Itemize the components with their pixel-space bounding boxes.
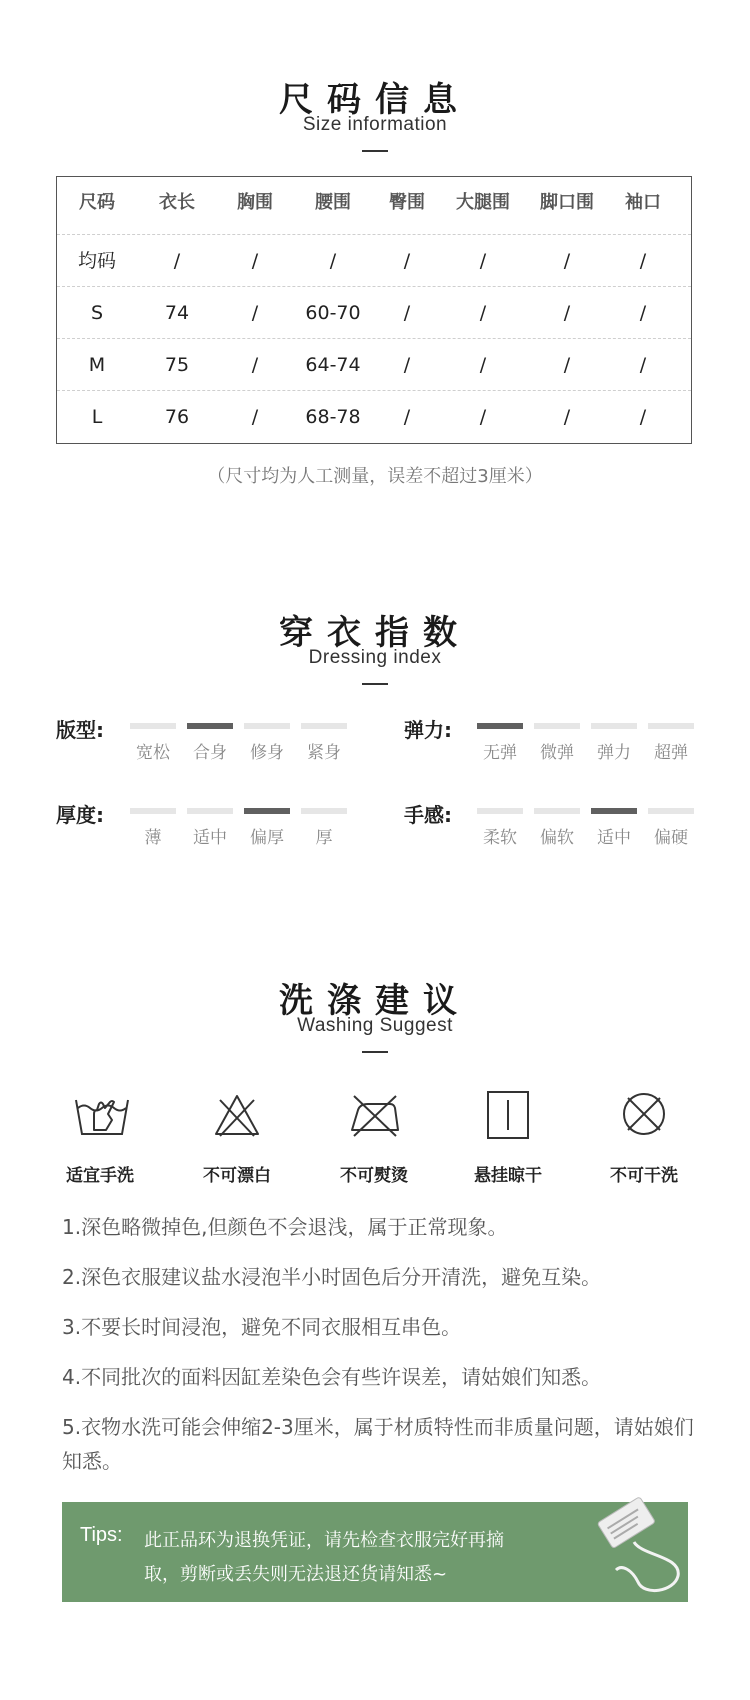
tips-text: 此正品环为退换凭证，请先检查衣服完好再摘 <box>144 1530 504 1551</box>
wash-label: 悬挂晾干 <box>474 1166 542 1186</box>
index-bar <box>648 723 694 729</box>
security-tag-icon <box>582 1490 686 1600</box>
table-cell: 74 <box>164 302 190 324</box>
tips-key: Tips: <box>80 1524 123 1546</box>
table-cell: 64-74 <box>305 354 361 376</box>
table-cell: / <box>251 302 259 324</box>
index-bar <box>591 723 637 729</box>
index-bar <box>534 723 580 729</box>
table-cell: 均码 <box>77 250 117 272</box>
index-option: 无弹 <box>483 743 517 763</box>
wash-tip: 4.不同批次的面料因缸差染色会有些许误差，请姑娘们知悉。 <box>62 1365 602 1389</box>
table-header-cell: 胸围 <box>237 192 273 213</box>
index-bar <box>477 808 523 814</box>
title-divider <box>362 683 388 685</box>
tips-banner <box>62 1502 688 1602</box>
index-option: 适中 <box>193 828 227 848</box>
index-bar <box>187 808 233 814</box>
index-option: 超弹 <box>654 743 688 763</box>
tips-text: 取，剪断或丢失则无法退还货请知悉~ <box>144 1564 448 1585</box>
wash-tip: 3.不要长时间浸泡，避免不同衣服相互串色。 <box>62 1315 462 1339</box>
table-cell: 75 <box>164 354 190 376</box>
size-table <box>56 176 692 444</box>
table-cell: / <box>639 406 647 428</box>
title-divider <box>362 150 388 152</box>
index-option: 偏厚 <box>250 828 284 848</box>
index-option: 微弹 <box>540 743 574 763</box>
hand-feel-index-label: 手感: <box>404 803 452 827</box>
index-bar <box>244 723 290 729</box>
index-bar <box>648 808 694 814</box>
table-cell: / <box>563 302 571 324</box>
table-row <box>57 338 691 391</box>
hand-wash-icon <box>72 1090 132 1142</box>
thickness-index-label: 厚度: <box>56 803 104 827</box>
table-cell: / <box>251 250 259 272</box>
table-header-cell: 尺码 <box>79 192 115 213</box>
table-cell: / <box>639 302 647 324</box>
no-bleach-icon <box>212 1092 262 1138</box>
table-cell: / <box>639 354 647 376</box>
table-row <box>57 390 691 443</box>
index-option: 修身 <box>250 743 284 763</box>
table-header-cell: 臀围 <box>389 192 425 213</box>
wash-label: 不可漂白 <box>203 1166 271 1186</box>
index-option: 宽松 <box>136 743 170 763</box>
table-cell: L <box>91 406 103 428</box>
table-header-cell: 腰围 <box>315 192 351 213</box>
table-cell: / <box>479 302 487 324</box>
table-header-cell: 脚口围 <box>540 192 594 213</box>
index-bar <box>130 723 176 729</box>
table-cell: 60-70 <box>305 302 361 324</box>
index-bar <box>130 808 176 814</box>
index-option: 薄 <box>144 828 162 848</box>
table-header-cell: 袖口 <box>625 192 661 213</box>
table-cell: / <box>329 250 337 272</box>
table-cell: / <box>403 354 411 376</box>
size-section-subtitle: Size information <box>302 114 448 135</box>
table-cell: / <box>403 302 411 324</box>
wash-tip: 2.深色衣服建议盐水浸泡半小时固色后分开清洗，避免互染。 <box>62 1265 602 1289</box>
index-bar <box>301 808 347 814</box>
index-bar-selected <box>477 723 523 729</box>
index-option: 合身 <box>193 743 227 763</box>
table-cell: M <box>88 354 106 376</box>
size-section-title: 尺码信息 <box>279 80 471 120</box>
table-cell: / <box>639 250 647 272</box>
table-row <box>57 234 691 287</box>
table-cell: / <box>251 406 259 428</box>
dressing-section-title: 穿衣指数 <box>279 613 471 653</box>
table-cell: S <box>90 302 104 324</box>
index-option: 厚 <box>315 828 333 848</box>
table-cell: / <box>479 354 487 376</box>
table-header-row <box>57 177 691 229</box>
table-cell: 68-78 <box>305 406 361 428</box>
index-bar-selected <box>591 808 637 814</box>
table-cell: / <box>251 354 259 376</box>
table-cell: 76 <box>164 406 190 428</box>
measurement-note: （尺寸均为人工测量，误差不超过3厘米） <box>207 466 543 487</box>
table-cell: / <box>403 406 411 428</box>
title-divider <box>362 1051 388 1053</box>
no-iron-icon <box>346 1092 402 1138</box>
table-cell: / <box>173 250 181 272</box>
table-cell: / <box>563 406 571 428</box>
index-bar <box>534 808 580 814</box>
wash-tip: 1.深色略微掉色,但颜色不会退浅，属于正常现象。 <box>62 1215 508 1239</box>
index-option: 偏硬 <box>654 828 688 848</box>
table-cell: / <box>563 354 571 376</box>
index-option: 偏软 <box>540 828 574 848</box>
elasticity-index-label: 弹力: <box>404 718 452 742</box>
no-dry-clean-icon <box>620 1090 668 1138</box>
dressing-section-subtitle: Dressing index <box>308 647 442 668</box>
table-cell: / <box>403 250 411 272</box>
wash-label: 适宜手洗 <box>66 1166 134 1186</box>
index-option: 柔软 <box>483 828 517 848</box>
table-row <box>57 286 691 339</box>
index-bar <box>301 723 347 729</box>
wash-label: 不可熨烫 <box>340 1166 408 1186</box>
table-cell: / <box>479 250 487 272</box>
table-cell: / <box>563 250 571 272</box>
index-option: 弹力 <box>597 743 631 763</box>
washing-section-title: 洗涤建议 <box>279 981 471 1021</box>
wash-tip: 5.衣物水洗可能会伸缩2-3厘米，属于材质特性而非质量问题，请姑娘们知悉。 <box>62 1415 694 1473</box>
table-header-cell: 衣长 <box>159 192 195 213</box>
washing-section-subtitle: Washing Suggest <box>297 1015 453 1036</box>
index-option: 适中 <box>597 828 631 848</box>
index-bar-selected <box>244 808 290 814</box>
index-option: 紧身 <box>307 743 341 763</box>
hang-dry-icon <box>486 1090 530 1140</box>
index-bar-selected <box>187 723 233 729</box>
fit-index-label: 版型: <box>56 718 104 742</box>
table-header-cell: 大腿围 <box>456 192 510 213</box>
table-cell: / <box>479 406 487 428</box>
wash-label: 不可干洗 <box>610 1166 678 1186</box>
